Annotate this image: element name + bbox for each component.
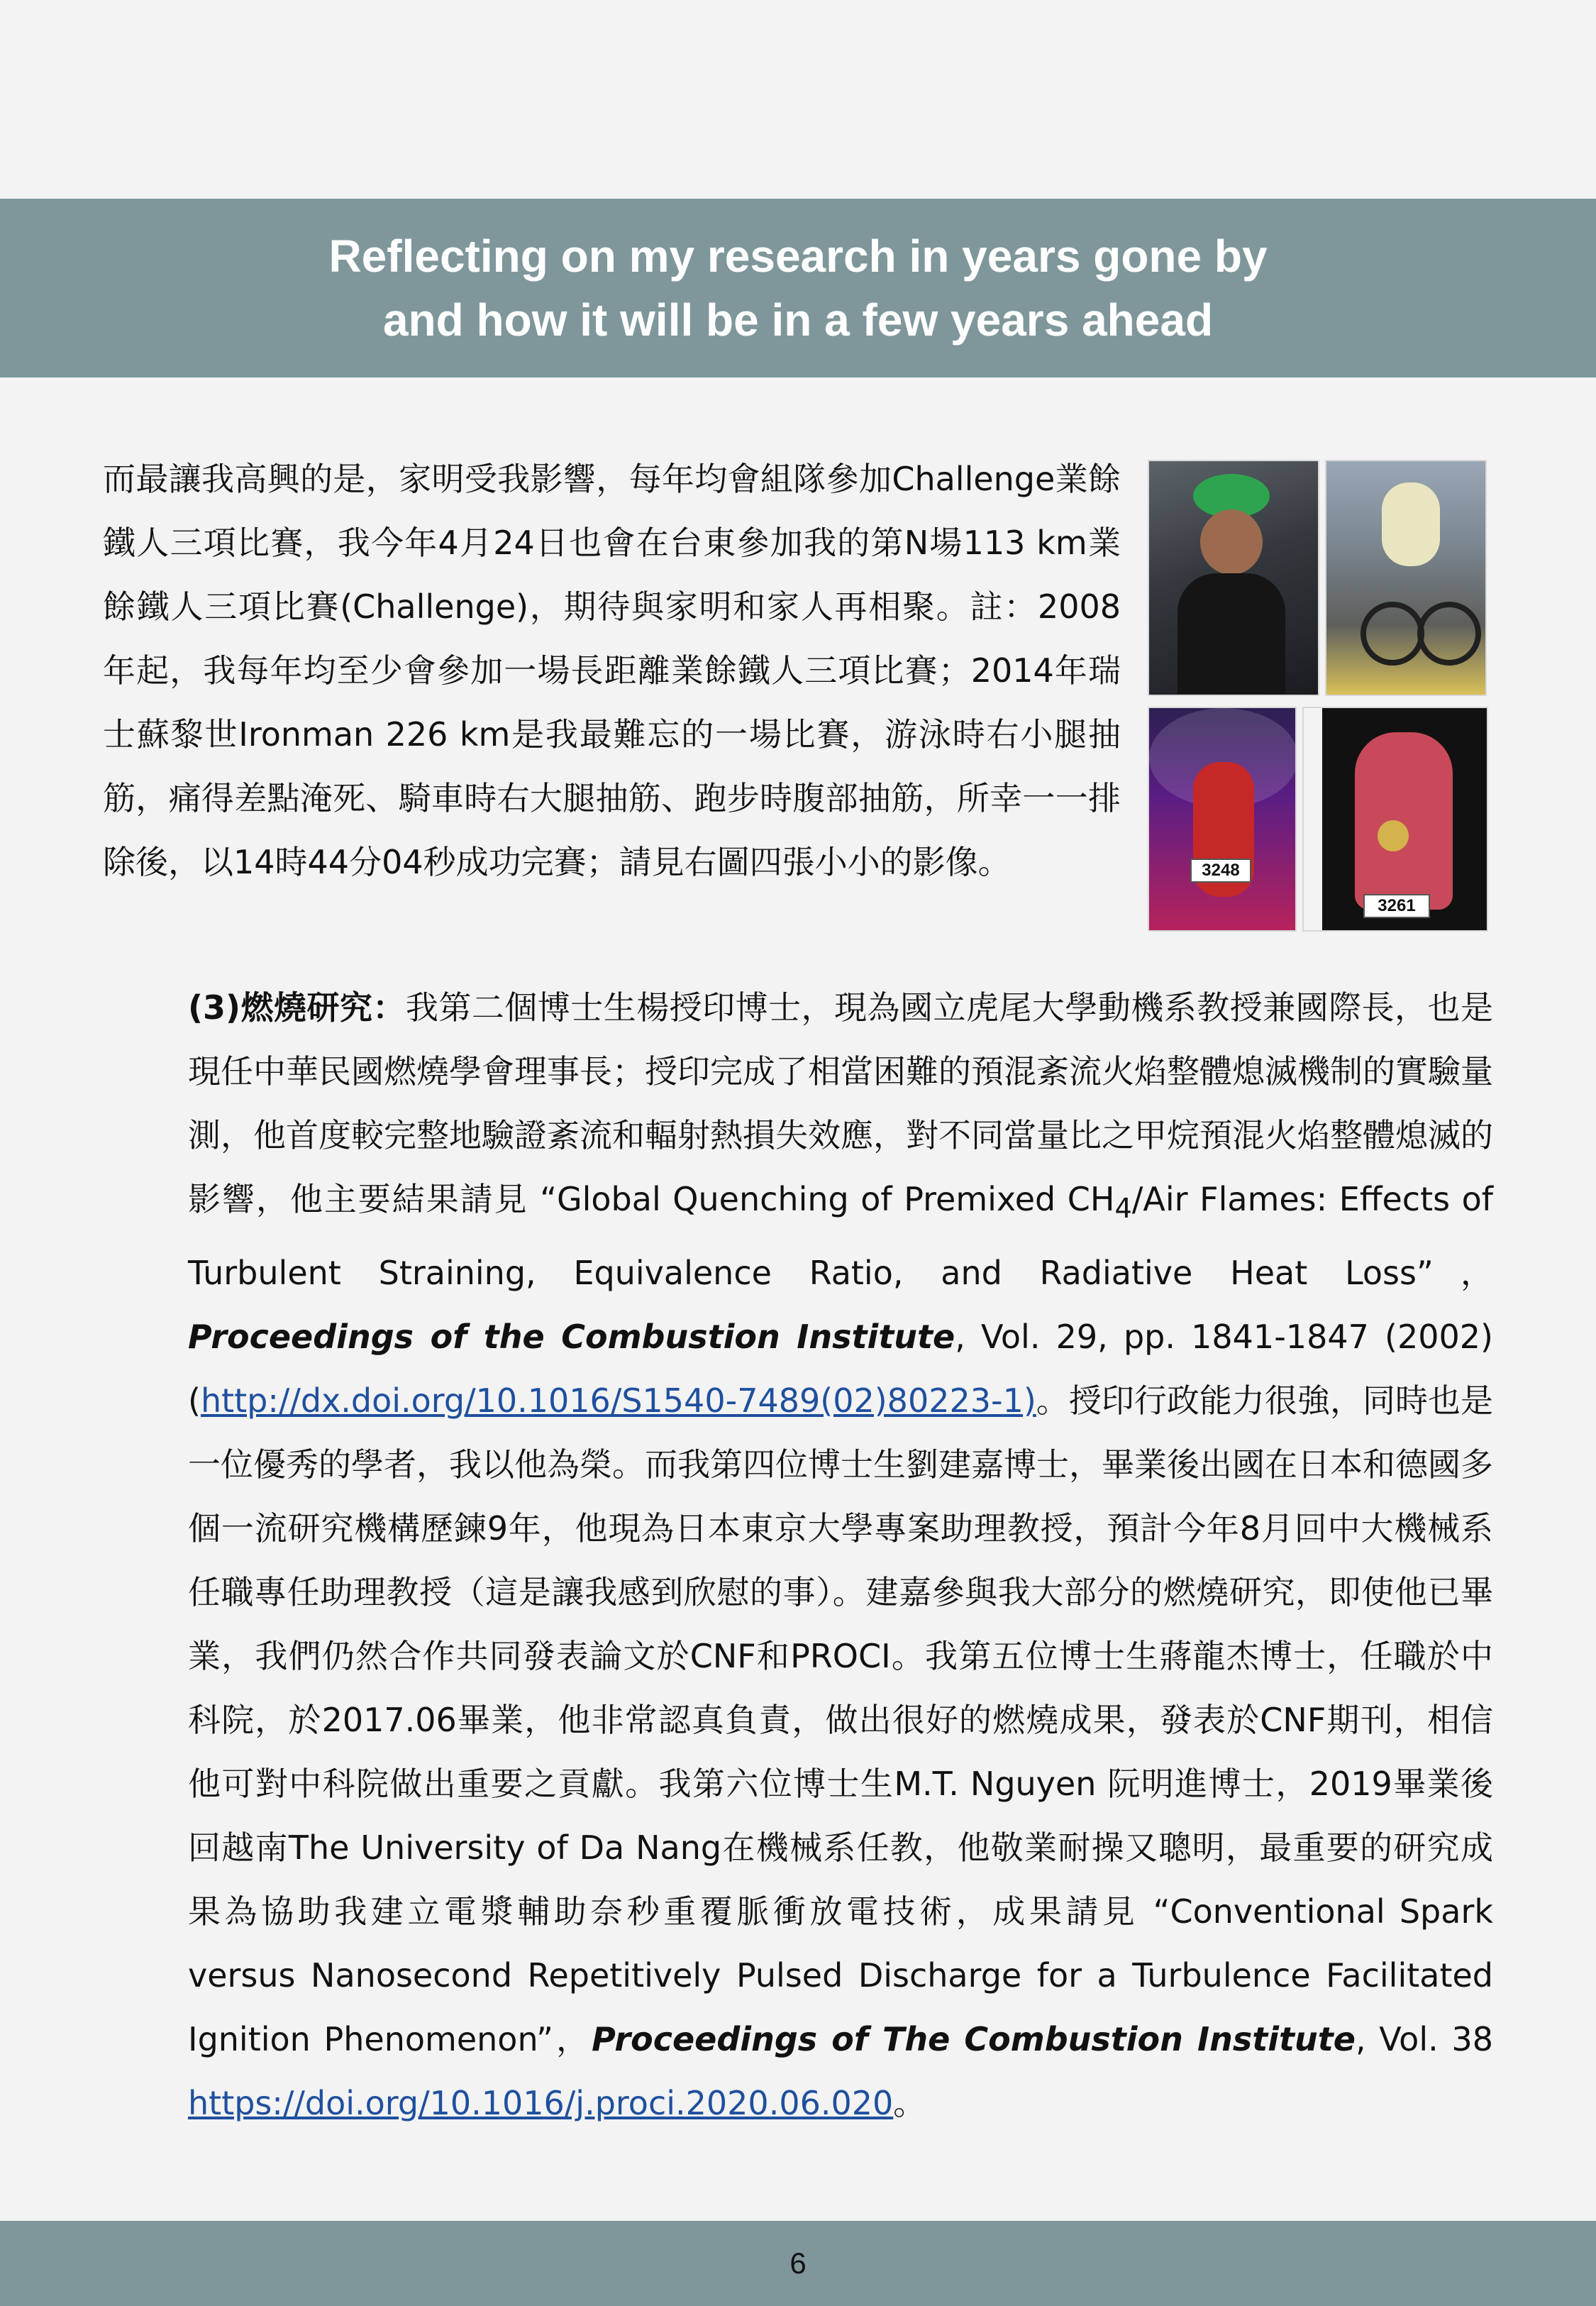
header-band [0, 199, 1596, 377]
journal-title-1: Proceedings of the Combustion Institute [188, 1318, 955, 1357]
intro-text: 而最讓我高興的是，家明受我影響，每年均會組隊參加Challenge業餘鐵人三項比賽，我今年4月24日也會在台東參加我的第N場113 km業餘鐵人三項比賽(Challenge)，期待與家明和家人再相聚。註：2008年起，我每年均至少會參加一場長距離業餘鐵人三項比賽；2014年瑞士蘇黎世Ironman 226 km是我最難忘的一場比賽，游泳時右小腿抽筋，痛得差點淹死、騎車時右大腿抽筋、跑步時腹部抽筋，所幸一一排除後，以14時44分04秒成功完賽；請見右圖四張小小的影像。 [103, 460, 1121, 881]
medal-shape [1378, 820, 1409, 851]
triathlon-photo-2 [1325, 460, 1487, 696]
finisher-shape [1355, 732, 1453, 910]
header-title-line-1: Reflecting on my research in years gone by [328, 231, 1268, 282]
journal-title-2: Proceedings of The Combustion Institute [592, 2020, 1356, 2059]
triathlon-photo-4 [1302, 707, 1488, 932]
race-bib-3: 3248 [1190, 859, 1251, 883]
doi-link-1[interactable]: http://dx.doi.org/10.1016/S1540-7489(02)80223-1) [200, 1381, 1036, 1420]
section-text-4: 。授印行政能力很強，同時也是一位優秀的學者，我以他為榮。而我第四位博士生劉建嘉博士，畢業後出國在日本和德國多個一流研究機構歷鍊9年，他現為日本東京大學專案助理教授，預計今年8月回中大機械系任職專任助理教授（這是讓我感到欣慰的事）。建嘉參與我大部分的燃燒研究，即使他已畢業，我們仍然合作共同發表論文於CNF和PROCI。我第五位博士生蔣龍杰博士，任職於中科院，於2017.06畢業，他非常認真負責，做出很好的燃燒成果，發表於CNF期刊，相信他可對中科院做出重要之貢獻。我第六位博士生M.T. Nguyen 阮明進博士，2019畢業後回越南The University of Da Nang在機械系任教，他敬業耐操又聰明，最重要的研究成果為協助我建立電漿輔助奈秒重覆脈衝放電技術，成果請見 “Conventional Spark versus Nanosecond Repetitively Pulsed Discharge for a Turbulence Facilitated Ignition Phenomenon”， [188, 1381, 1494, 2059]
intro-paragraph [103, 447, 1121, 894]
cyclist-shape [1382, 482, 1440, 566]
section-text-2: /Air Flames: Effects of Turbulent Straining, Equivalence Ratio, and Radiative Heat Loss”， [188, 1180, 1493, 1293]
race-bib-4: 3261 [1363, 894, 1430, 918]
combustion-research-section [188, 976, 1493, 2135]
bike-wheel-left-shape [1361, 602, 1424, 666]
page-number: 6 [789, 2246, 807, 2280]
triathlon-photo-1 [1148, 460, 1319, 696]
section-text-3: , Vol. 29, pp. 1841-1847 (2002) ( [188, 1318, 1493, 1420]
section-text-1: 我第二個博士生楊授印博士，現為國立虎尾大學動機系教授兼國際長，也是現任中華民國燃燒學會理事長；授印完成了相當困難的預混紊流火焰整體熄滅機制的實驗量測，他首度較完整地驗證紊流和輻射熱損失效應，對不同當量比之甲烷預混火焰整體熄滅的影響，他主要結果請見 “Global Quenching of Premixed CH [188, 988, 1493, 1218]
header-title-line-2: and how it will be in a few years ahead [382, 294, 1214, 346]
triathlon-photo-3 [1148, 707, 1297, 932]
wetsuit-shape [1177, 573, 1285, 694]
footer-band [0, 2221, 1596, 2306]
section-label: (3)燃燒研究： [188, 988, 406, 1027]
bike-wheel-right-shape [1417, 602, 1481, 666]
doi-link-2[interactable]: https://doi.org/10.1016/j.proci.2020.06.020 [188, 2084, 894, 2123]
athlete-face-shape [1200, 509, 1263, 575]
combustion-research-paragraph [188, 976, 1493, 2135]
section-text-5: , Vol. 38 [1355, 2020, 1493, 2059]
methane-subscript: 4 [1114, 1193, 1132, 1225]
section-text-6: 。 [893, 2084, 926, 2123]
